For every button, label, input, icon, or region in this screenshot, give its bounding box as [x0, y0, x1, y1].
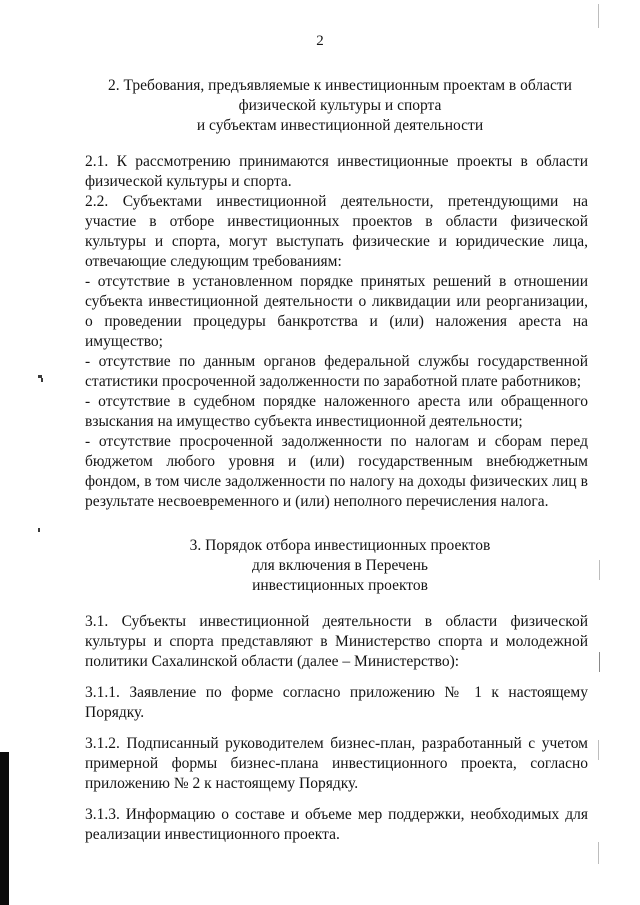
scan-edge-shadow [0, 752, 9, 905]
scan-speck [41, 378, 43, 382]
section-2-heading [90, 76, 590, 136]
paragraph-3-1: 3.1. Субъекты инвестиционной деятельности в области физической культуры и спорта представляют в Министерство спорта и молодежной политики Сахалинской области (далее – Министерство): [85, 613, 588, 670]
heading-line: физической культуры и спорта [238, 97, 442, 114]
heading-line: инвестиционных проектов [252, 577, 428, 594]
heading-line: для включения в Перечень [251, 557, 429, 574]
scan-line [598, 4, 599, 28]
page-number: 2 [316, 33, 324, 49]
requirement-item: - отсутствие просроченной задолженности по налогам и сборам перед бюджетом любого уровня и (или) государственным внебюджетным фондом, в том числе задолженности по налогу на доходы физических лиц в результате несвоевременного и (или) неполного перечисления налога. [85, 433, 588, 510]
requirement-item: - отсутствие в судебном порядке наложенного ареста или обращенного взыскания на имущество субъекта инвестиционной деятельности; [85, 393, 588, 430]
section-3-heading [90, 536, 590, 596]
scan-line [598, 842, 599, 864]
paragraph-3-1-1: 3.1.1. Заявление по форме согласно приложению № 1 к настоящему Порядку. [85, 684, 588, 721]
paragraph-3-1-3: 3.1.3. Информацию о составе и объеме мер поддержки, необходимых для реализации инвестиционного проекта. [85, 806, 588, 843]
heading-line: 2. Требования, предъявляемые к инвестиционным проектам в области [108, 77, 572, 94]
paragraph-2-2: 2.2. Субъектами инвестиционной деятельности, претендующими на участие в отборе инвестиционных проектов в области физической культуры и спорта, могут выступать физические и юридические лица, отвечающие следующим требованиям: [85, 193, 588, 270]
scan-line [599, 560, 600, 580]
section-3-body [85, 612, 588, 845]
heading-line: и субъектам инвестиционной деятельности [196, 117, 484, 134]
paragraph-2-1: 2.1. К рассмотрению принимаются инвестиционные проекты в области физической культуры и спорта. [85, 153, 588, 190]
heading-line: 3. Порядок отбора инвестиционных проектов [189, 537, 491, 554]
section-2-body [85, 152, 588, 512]
scan-line [598, 740, 599, 760]
scan-speck [38, 528, 40, 532]
requirement-item: - отсутствие в установленном порядке принятых решений в отношении субъекта инвестиционной деятельности о ликвидации или реорганизации, о проведении процедуры банкротства и (или) наложения ареста на имущество; [85, 273, 588, 350]
scan-line [599, 652, 600, 672]
requirement-item: - отсутствие по данным органов федеральной службы государственной статистики просроченной задолженности по заработной плате работников; [85, 353, 588, 390]
paragraph-3-1-2: 3.1.2. Подписанный руководителем бизнес-план, разработанный с учетом примерной формы бизнес-плана инвестиционного проекта, согласно приложению № 2 к настоящему Порядку. [85, 735, 588, 792]
